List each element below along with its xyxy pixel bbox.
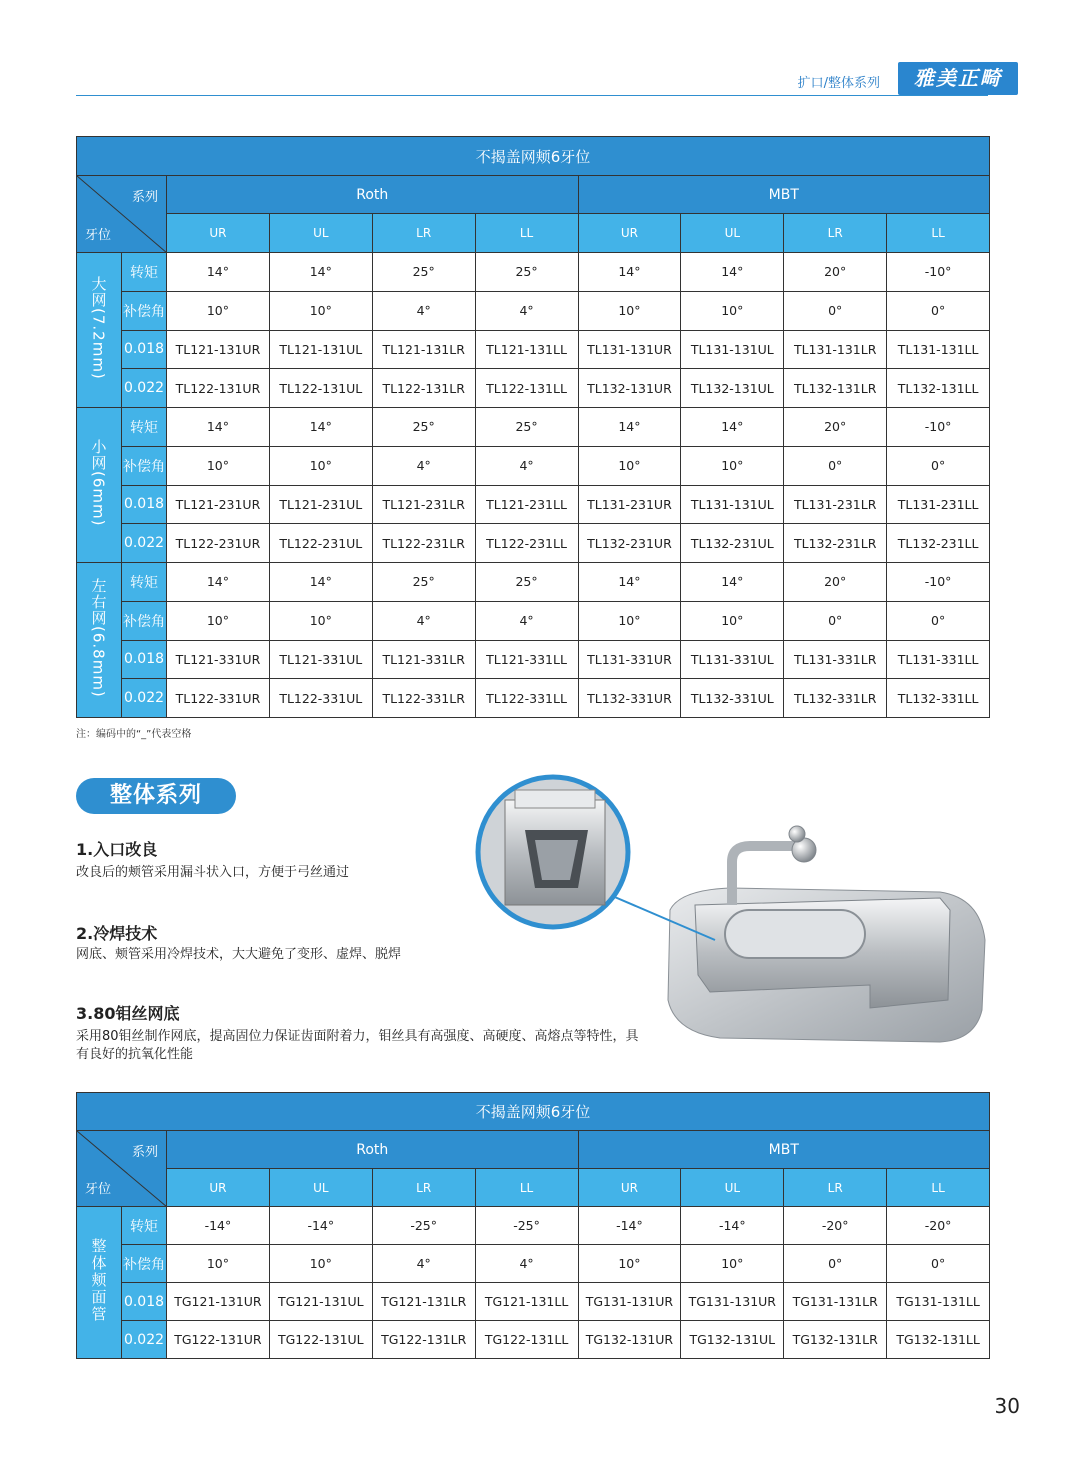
table-cell: TL131-331UR [578,640,681,679]
table-cell: TL121-331LL [475,640,578,679]
series-roth: Roth [167,176,579,214]
row-label: 补偿角 [122,601,167,640]
table-cell: 0° [784,1245,887,1283]
table-cell: TG132-131UR [578,1321,681,1359]
row-label: 0.022 [122,679,167,718]
table-cell: 4° [475,291,578,330]
table-cell: TL122-231UR [167,524,270,563]
position-header: UL [681,1169,784,1207]
table-cell: TL121-331LR [372,640,475,679]
row-label: 转矩 [122,253,167,292]
table-cell: 10° [167,446,270,485]
table-cell: TL122-331LL [475,679,578,718]
table-cell: 10° [681,446,784,485]
table-cell: 14° [578,253,681,292]
table-cell: TL132-331LL [887,679,990,718]
table-cell: 0° [887,446,990,485]
table-row [77,1207,990,1245]
table-cell: -10° [887,408,990,447]
table-row [77,1283,990,1321]
table-cell: 20° [784,408,887,447]
row-label: 补偿角 [122,446,167,485]
table-cell: -14° [681,1207,784,1245]
table-corner-header [77,176,167,253]
row-label: 0.022 [122,1321,167,1359]
table-cell: TG121-131LL [475,1283,578,1321]
row-label: 补偿角 [122,291,167,330]
table-cell: 14° [681,253,784,292]
table-cell: TL132-331UL [681,679,784,718]
table-cell: 25° [372,408,475,447]
table-cell: 0° [784,601,887,640]
table-cell: 25° [475,408,578,447]
section-heading: 整体系列 [76,778,236,814]
table-cell: -20° [784,1207,887,1245]
header-divider [76,95,988,96]
series-header-label: 系列 [131,1145,158,1160]
position-header: UR [167,214,270,253]
table-cell: 10° [167,601,270,640]
table-cell: TL132-131UL [681,369,784,408]
table-cell: 4° [475,1245,578,1283]
table-cell: 10° [269,1245,372,1283]
row-label: 转矩 [122,1207,167,1245]
group-label [77,563,122,718]
table-row [77,330,990,369]
table-cell: 14° [167,408,270,447]
table-row [77,1321,990,1359]
table-cell: TL132-231LL [887,524,990,563]
table-cell: TL122-231LR [372,524,475,563]
table-cell: TL122-231LL [475,524,578,563]
table-cell: 0° [887,1245,990,1283]
table-cell: TG122-131UR [167,1321,270,1359]
table-cell: TG132-131UL [681,1321,784,1359]
table-cell: 14° [578,408,681,447]
row-label: 0.018 [122,640,167,679]
group-label-text: 大网(7.2mm) [89,276,108,380]
series-mbt: MBT [578,1131,990,1169]
table-cell: 10° [578,601,681,640]
table-cell: TG132-131LR [784,1321,887,1359]
position-header: LL [887,214,990,253]
position-header: LR [372,1169,475,1207]
table-cell: TL121-231UL [269,485,372,524]
table-cell: 14° [269,408,372,447]
table-cell: TG122-131LL [475,1321,578,1359]
row-label: 0.022 [122,524,167,563]
feature-desc: 采用80钼丝制作网底，提高固位力保证齿面附着力，钼丝具有高强度、高硬度、高熔点等特性，具有良好的抗氧化性能 [76,1029,639,1062]
brand-logo: 雅美正畸 [898,62,1018,95]
table-cell: TL122-331UL [269,679,372,718]
table-cell: TG122-131LR [372,1321,475,1359]
table-cell: 10° [269,601,372,640]
table-cell: 4° [475,601,578,640]
row-label: 0.018 [122,485,167,524]
spec-table-1 [76,136,990,718]
page-number: 30 [994,1394,1020,1418]
table-cell: 25° [372,253,475,292]
table-cell: 0° [784,291,887,330]
section-title: 扩口/整体系列 [797,76,880,91]
table-cell: TL132-331LR [784,679,887,718]
row-label: 转矩 [122,408,167,447]
table-cell: 14° [578,563,681,602]
table-cell: TL121-331UL [269,640,372,679]
table-cell: 4° [372,446,475,485]
table-cell: TG131-131LR [784,1283,887,1321]
row-label: 转矩 [122,563,167,602]
table-cell: -20° [887,1207,990,1245]
table-cell: 10° [578,446,681,485]
table-cell: TG122-131UL [269,1321,372,1359]
table-cell: TG132-131LL [887,1321,990,1359]
table-note: 注：编码中的“_”代表空格 [76,729,192,740]
position-header: LR [784,214,887,253]
table-cell: 10° [269,291,372,330]
table-cell: 0° [887,291,990,330]
group-label-text: 左右网(6.8mm) [89,578,108,698]
table-cell: TL132-131LR [784,369,887,408]
table-cell: 10° [681,291,784,330]
feature-title: 3.80钼丝网底 [76,1004,180,1023]
table-cell: TG121-131UR [167,1283,270,1321]
position-header: UL [681,214,784,253]
table-cell: TL121-231UR [167,485,270,524]
table-cell: -14° [578,1207,681,1245]
table-cell: TL131-131LR [784,330,887,369]
group-label-text: 小网(6mm) [89,439,108,527]
position-header: LL [475,1169,578,1207]
group-label [77,408,122,563]
position-header: UR [578,1169,681,1207]
table-cell: 14° [269,563,372,602]
table-cell: 10° [578,1245,681,1283]
position-header-label: 牙位 [85,1182,112,1197]
table-cell: TL122-231UL [269,524,372,563]
table-title: 不揭盖网颊6牙位 [77,137,990,176]
table-cell: TL131-331LR [784,640,887,679]
table-cell: TL131-231UR [578,485,681,524]
table-row [77,291,990,330]
table-cell: TL122-331LR [372,679,475,718]
table-row [77,640,990,679]
feature-desc: 改良后的颊管采用漏斗状入口，方便于弓丝通过 [76,865,350,880]
table-row [77,369,990,408]
table-row [77,253,990,292]
table-cell: TL131-231LR [784,485,887,524]
position-header: LR [784,1169,887,1207]
table-cell: TG131-131UR [578,1283,681,1321]
table-row [77,1245,990,1283]
table-cell: 10° [578,291,681,330]
table-cell: 0° [887,601,990,640]
table-cell: 4° [475,446,578,485]
table-cell: TL121-131UL [269,330,372,369]
table-cell: TL131-131UR [578,330,681,369]
position-header-label: 牙位 [85,228,112,243]
series-header-label: 系列 [131,190,158,205]
table-cell: 14° [269,253,372,292]
table-cell: TL132-131UR [578,369,681,408]
position-header: UR [578,214,681,253]
table-cell: 10° [167,291,270,330]
row-label: 0.022 [122,369,167,408]
table-cell: TL131-131UL [681,330,784,369]
table-cell: 20° [784,253,887,292]
position-header: LR [372,214,475,253]
table-cell: TL121-131UR [167,330,270,369]
table-cell: 14° [681,408,784,447]
table-row [77,524,990,563]
table-cell: TL131-231LL [887,485,990,524]
table-row [77,446,990,485]
table-cell: TL132-331UR [578,679,681,718]
table-cell: 4° [372,1245,475,1283]
table-cell: TG131-131UR [681,1283,784,1321]
table-cell: 10° [681,601,784,640]
table-cell: TL131-331UL [681,640,784,679]
table-cell: -14° [167,1207,270,1245]
table-cell: -25° [475,1207,578,1245]
table-cell: 0° [784,446,887,485]
table-cell: TL121-331UR [167,640,270,679]
table-cell: 10° [167,1245,270,1283]
table-cell: TL132-131LL [887,369,990,408]
table-cell: TL121-131LL [475,330,578,369]
group-label [77,253,122,408]
position-header: UL [269,1169,372,1207]
row-label: 0.018 [122,1283,167,1321]
spec-table-2 [76,1092,990,1359]
table-cell: 4° [372,291,475,330]
group-label-text: 整体颊面管 [89,1238,108,1323]
table-cell: 4° [372,601,475,640]
table-cell: 10° [681,1245,784,1283]
table-cell: TL131-131UL [681,485,784,524]
position-header: UR [167,1169,270,1207]
series-mbt: MBT [578,176,990,214]
table-cell: TL121-231LR [372,485,475,524]
series-roth: Roth [167,1131,579,1169]
table-title: 不揭盖网颊6牙位 [77,1093,990,1131]
row-label: 补偿角 [122,1245,167,1283]
table-cell: TL131-331LL [887,640,990,679]
table-row [77,601,990,640]
table-row [77,408,990,447]
table-corner-header [77,1131,167,1207]
feature-title: 2.冷焊技术 [76,924,158,943]
position-header: LL [887,1169,990,1207]
table-cell: TL132-231LR [784,524,887,563]
table-cell: TL122-331UR [167,679,270,718]
table-row [77,679,990,718]
table-cell: -10° [887,253,990,292]
table-cell: 10° [269,446,372,485]
table-cell: TG121-131UL [269,1283,372,1321]
table-row [77,485,990,524]
table-cell: -10° [887,563,990,602]
table-cell: 14° [681,563,784,602]
table-cell: TL122-131LR [372,369,475,408]
table-cell: -25° [372,1207,475,1245]
table-cell: TL122-131UL [269,369,372,408]
table-row [77,563,990,602]
table-cell: 25° [475,563,578,602]
table-cell: TL121-131LR [372,330,475,369]
table-cell: -14° [269,1207,372,1245]
group-label [77,1207,122,1359]
position-header: UL [269,214,372,253]
position-header: LL [475,214,578,253]
table-cell: TL132-231UR [578,524,681,563]
table-cell: 25° [372,563,475,602]
table-cell: TL122-131LL [475,369,578,408]
table-cell: TL132-231UL [681,524,784,563]
feature-title: 1.入口改良 [76,840,158,859]
table-cell: TL131-131LL [887,330,990,369]
table-cell: TL122-131UR [167,369,270,408]
row-label: 0.018 [122,330,167,369]
table-cell: 14° [167,563,270,602]
table-cell: 25° [475,253,578,292]
table-cell: 20° [784,563,887,602]
table-cell: 14° [167,253,270,292]
table-cell: TG131-131LL [887,1283,990,1321]
feature-desc: 网底、颊管采用冷焊技术，大大避免了变形、虚焊、脱焊 [76,947,402,962]
table-cell: TG121-131LR [372,1283,475,1321]
table-cell: TL121-231LL [475,485,578,524]
buccal-tube-illustration [470,770,1000,1060]
